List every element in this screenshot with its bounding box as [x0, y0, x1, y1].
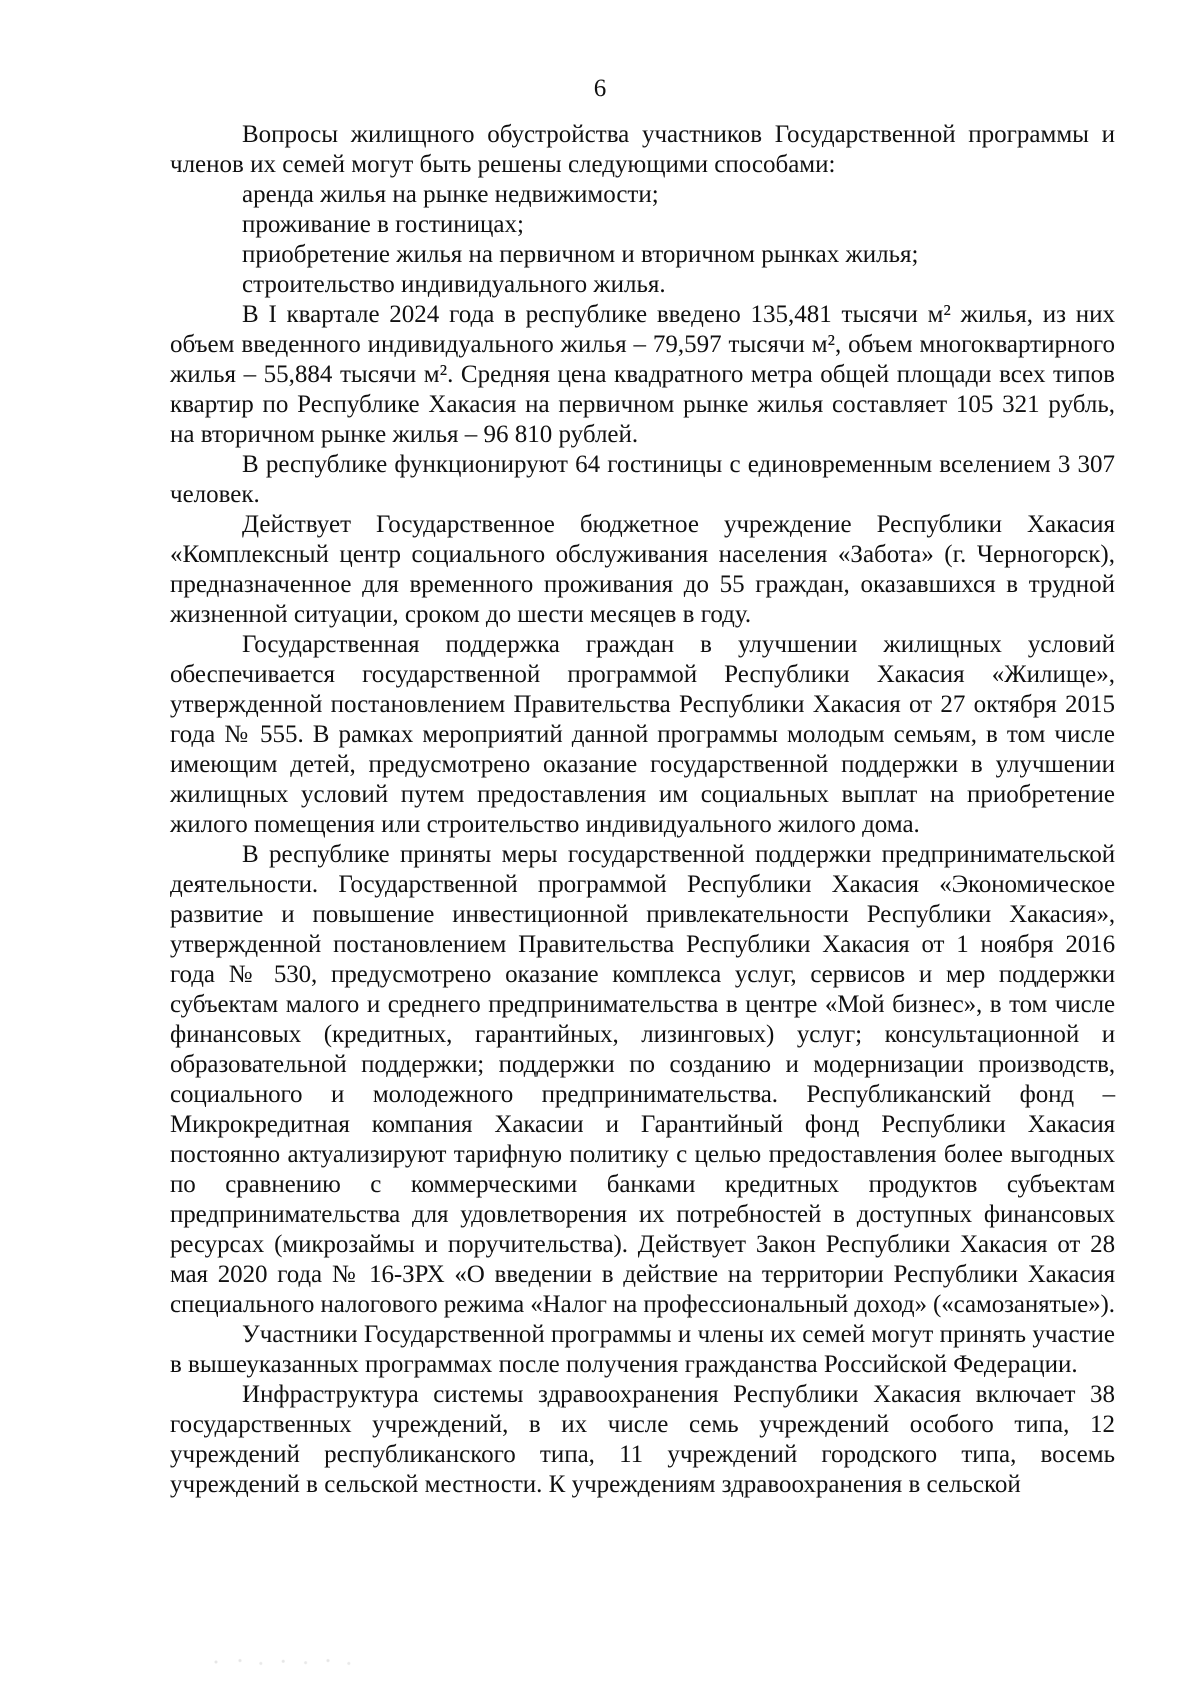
list-item-purchase: приобретение жилья на первичном и вторичном рынках жилья; [242, 241, 919, 268]
paragraph-hotels: В республике функционируют 64 гостиницы с единовременным вселением 3 307 человек. [170, 451, 1115, 508]
paragraph-participants: Участники Государственной программы и члены их семей могут принять участие в вышеуказанных программах после получения гражданства Российской Федерации. [170, 1321, 1115, 1378]
page-number: 6 [593, 75, 607, 102]
list-item-rent: аренда жилья на рынке недвижимости; [242, 181, 659, 208]
scan-artifact [200, 1655, 360, 1669]
paragraph-business-support: В республике приняты меры государственной поддержки предпринимательской деятельности. Государственной программой Республики Хакасия «Экономическое развитие и повышение инвестиционной привлекательности Республики Хакасия», утвержденной постановлением Правительства Республики Хакасия от 1 ноября 2016 года № 530, предусмотрено оказание комплекса услуг, сервисов и мер поддержки субъектам малого и среднего предпринимательства в центре «Мой бизнес», в том числе финансовых (кредитных, гарантийных, лизинговых) услуг; консультационной и образовательной поддержки; поддержки по созданию и модернизации производств, социального и молодежного предпринимательства. Республиканский фонд – Микрокредитная компания Хакасии и Гарантийный фонд Республики Хакасия постоянно актуализируют тарифную политику с целью предоставления более выгодных по сравнению с коммерческими банками кредитных продуктов субъектам предпринимательства для удовлетворения их потребностей в доступных финансовых ресурсах (микрозаймы и поручительства). Действует Закон Республики Хакасия от 28 мая 2020 года № 16-ЗРХ «О введении в действие на территории Республики Хакасия специального налогового режима «Налог на профессиональный доход» («самозанятые»). [170, 841, 1115, 1318]
list-item-hotels: проживание в гостиницах; [242, 211, 524, 238]
list-item-construction: строительство индивидуального жилья. [242, 271, 666, 298]
paragraph-housing-intro: Вопросы жилищного обустройства участников Государственной программы и членов их семей могут быть решены следующими способами: [170, 121, 1115, 178]
paragraph-housing-stats: В I квартале 2024 года в республике введено 135,481 тысячи м² жилья, из них объем введенного индивидуального жилья – 79,597 тысячи м², объем многоквартирного жилья – 55,884 тысячи м². Средняя цена квадратного метра общей площади всех типов квартир по Республике Хакасия на первичном рынке жилья составляет 105 321 рубль, на вторичном рынке жилья – 96 810 рублей. [170, 301, 1115, 448]
document-body [170, 120, 1115, 1500]
paragraph-social-center: Действует Государственное бюджетное учреждение Республики Хакасия «Комплексный центр социального обслуживания населения «Забота» (г. Черногорск), предназначенное для временного проживания до 55 граждан, оказавшихся в трудной жизненной ситуации, сроком до шести месяцев в году. [170, 511, 1115, 628]
paragraph-housing-support: Государственная поддержка граждан в улучшении жилищных условий обеспечивается государственной программой Республики Хакасия «Жилище», утвержденной постановлением Правительства Республики Хакасия от 27 октября 2015 года № 555. В рамках мероприятий данной программы молодым семьям, в том числе имеющим детей, предусмотрено оказание государственной поддержки в улучшении жилищных условий путем предоставления им социальных выплат на приобретение жилого помещения или строительство индивидуального жилого дома. [170, 631, 1115, 838]
paragraph-healthcare: Инфраструктура системы здравоохранения Республики Хакасия включает 38 государственных учреждений, в их числе семь учреждений особого типа, 12 учреждений республиканского типа, 11 учреждений городского типа, восемь учреждений в сельской местности. К учреждениям здравоохранения в сельской [170, 1381, 1115, 1498]
